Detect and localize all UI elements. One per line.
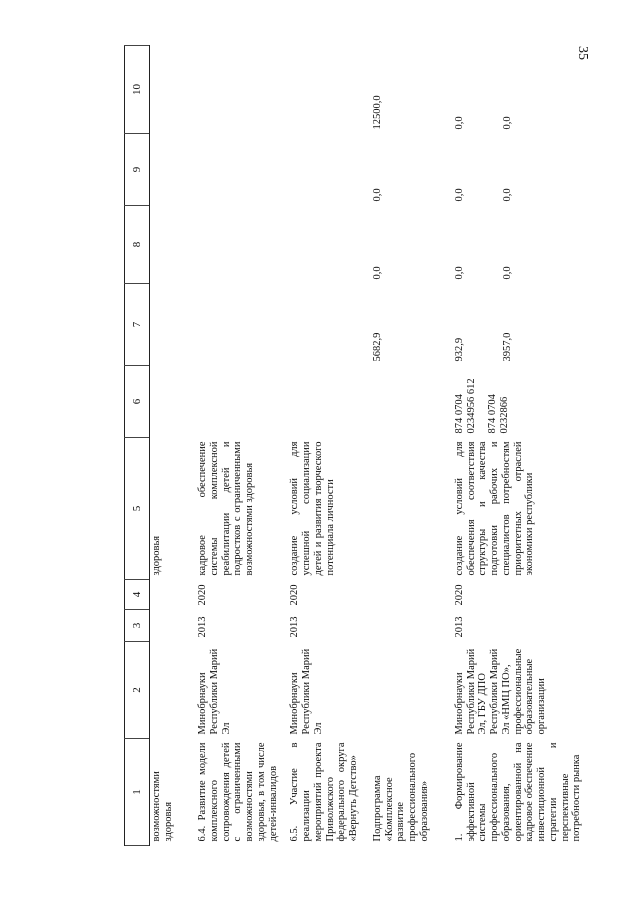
page-number: 35: [575, 46, 590, 60]
cell-budget-code: [150, 366, 192, 438]
column-header-4: 4: [125, 580, 150, 610]
cell-value-8: [448, 206, 587, 284]
column-header-8: 8: [125, 206, 150, 284]
cell-end-year: 2020: [197, 584, 208, 606]
cell-value-8: [283, 206, 364, 284]
cell-end-year: [364, 580, 448, 610]
cell-value-9: [150, 134, 192, 206]
cell-activity: возможностями здоровья: [151, 771, 174, 842]
column-header-2: 2: [125, 642, 150, 739]
cell-value-8: [150, 206, 192, 284]
column-header-7: 7: [125, 284, 150, 366]
cell-value-9: [283, 134, 364, 206]
header-row: [125, 46, 150, 846]
cell-value-9: 0,0: [371, 188, 383, 202]
value-8-line-1: 0,0: [453, 266, 465, 280]
cell-start-year: 2013: [289, 616, 301, 638]
cell-start-year: 2013: [197, 616, 208, 638]
cell-result: кадровое обеспечение системы комплексной реабилитации детей и подростков с ограниченными возможностями здоровья: [197, 441, 255, 576]
cell-value-10: [283, 46, 364, 134]
cell-end-year: 2020: [289, 584, 301, 606]
cell-budget-code: [191, 366, 283, 438]
value-7-line-2: 3957,0: [501, 332, 513, 362]
column-header-3: 3: [125, 610, 150, 642]
value-10-line-2: 0,0: [501, 116, 513, 130]
cell-value-10: [191, 46, 283, 134]
budget-code-line-2: 874 0704 0232866: [487, 394, 510, 434]
cell-executor: Минобрнауки Республики Марий Эл: [197, 648, 232, 735]
cell-budget-code: [364, 366, 448, 438]
table-row: [448, 46, 587, 846]
cell-value-10: 12500,0: [371, 95, 383, 130]
cell-end-year: 2020: [453, 584, 465, 606]
cell-executor: [364, 642, 448, 739]
cell-start-year: [364, 610, 448, 642]
value-9-line-1: 0,0: [453, 188, 465, 202]
cell-activity: 6.5. Участие в реализации мероприятий проекта Приволжского федерального округа «Вернуть Детство»: [289, 742, 359, 842]
cell-value-10: [448, 46, 587, 134]
cell-budget-code: [448, 366, 587, 438]
cell-result: здоровья: [151, 535, 162, 576]
cell-value-10: [150, 46, 192, 134]
cell-result: создание условий для успешной социализации детей и развития творческого потенциала личности: [289, 441, 336, 576]
cell-result: [364, 438, 448, 580]
cell-value-7: [448, 284, 587, 366]
value-8-line-2: 0,0: [501, 266, 513, 280]
cell-value-9: [448, 134, 587, 206]
column-header-1: 1: [125, 739, 150, 846]
rotated-page: [124, 46, 624, 846]
column-header-6: 6: [125, 366, 150, 438]
cell-value-9: [191, 134, 283, 206]
cell-start-year: 2013: [453, 616, 465, 638]
cell-executor: Минобрнауки Республики Марий Эл, ГБУ ДПО Республики Марий Эл «НМЦ ПО», профессиональные образовательные организации: [453, 648, 547, 735]
budget-table: [124, 45, 587, 846]
cell-budget-code: [283, 366, 364, 438]
column-header-10: 10: [125, 46, 150, 134]
column-header-9: 9: [125, 134, 150, 206]
cell-value-7: [150, 284, 192, 366]
table-row: [150, 46, 192, 846]
cell-activity: 6.4. Развитие модели комплексного сопровождения детей с ограниченными возможностями здоровья, в том числе детей-инвалидов: [197, 742, 279, 842]
cell-result: создание условий для обеспечения соответствия структуры и качества подготовки рабочих и специалистов потребностям приоритетных отраслей экономики республики: [453, 441, 536, 576]
cell-activity: 1. Формирование эффективной системы профессионального образования, ориентированной на кадровое обеспечение инвестиционной стратегии и перспективные потребности рынка: [453, 742, 583, 842]
cell-value-8: 0,0: [371, 266, 383, 280]
column-header-5: 5: [125, 438, 150, 580]
cell-start-year: [150, 610, 192, 642]
cell-executor: [150, 642, 192, 739]
table-row: [191, 46, 283, 846]
value-9-line-2: 0,0: [501, 188, 513, 202]
cell-value-8: [191, 206, 283, 284]
value-10-line-1: 0,0: [453, 116, 465, 130]
budget-code-line-1: 874 0704 0234956 612: [453, 378, 477, 434]
table-row: [283, 46, 364, 846]
cell-value-7: [191, 284, 283, 366]
cell-executor: Минобрнауки Республики Марий Эл: [289, 648, 324, 735]
cell-subprogram-title: Подпрограмма «Комплексное развитие профессионального образования»: [371, 752, 430, 842]
cell-value-7: 5682,9: [371, 332, 383, 362]
cell-value-7: [283, 284, 364, 366]
table-row-subprogram: [364, 46, 448, 846]
value-7-line-1: 932,9: [453, 337, 465, 362]
cell-end-year: [150, 580, 192, 610]
